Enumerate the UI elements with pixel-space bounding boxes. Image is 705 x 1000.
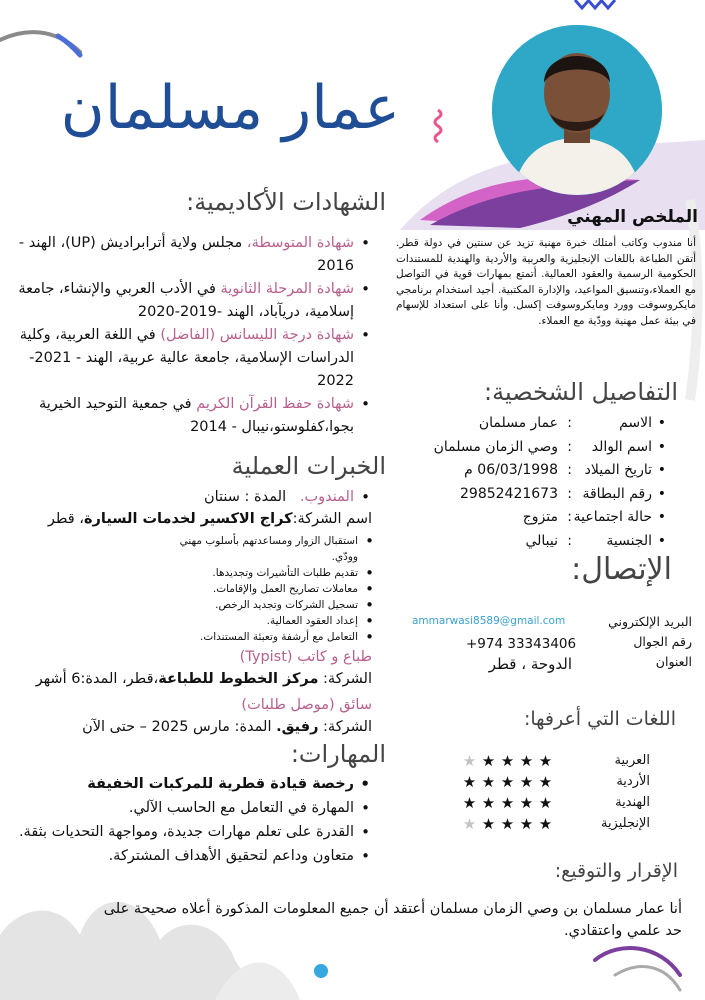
star-icon: ★: [538, 814, 553, 833]
rating-stars: [460, 815, 570, 833]
profile-photo: [492, 25, 662, 195]
academic-item: • شهادة المرحلة الثانوية في الأدب العربي والإنشاء، جامعة إسلامية، دريآباد، الهند -2019-2020: [10, 278, 354, 324]
candidate-name: عمار مسلمان: [60, 73, 400, 143]
job-1-duties: [150, 533, 370, 645]
star-icon: ★: [462, 772, 477, 791]
declaration-title: الإقرار والتوقيع:: [554, 860, 678, 882]
job-2-role: طباع و كاتب (Typist): [239, 649, 372, 665]
star-icon: ★: [519, 772, 534, 791]
phone-label: رقم الجوال: [633, 634, 692, 649]
job-1: [10, 486, 372, 530]
job-3-role: سائق (موصل طلبات): [241, 697, 372, 713]
star-icon: ★: [481, 814, 496, 833]
summary-text: أنا مندوب وكاتب أمتلك خبرة مهنية تزيد عن سنتين في دولة قطر. أتقن الطباعة باللغات الإنجليزية والعربية والأردية والهندية للمستندات الحكومية الرسمية والعقود العمالية. أتمتع بمهارات قوية في التواصل مع العملاء،وتنسيق المواعيد، والإدارة المكتبية. أجيد استخدام برنامجي مايكروسوفت وورد ومايكروسوفت إكسل. وأنا على استعداد للإسهام في بيئة عمل مهنية وودّية مع العملاء.: [396, 237, 696, 327]
duty-item: • تسجيل الشركات وتجديد الرخص.: [150, 597, 358, 613]
star-icon: ★: [462, 751, 477, 770]
job-1-company: اسم الشركة:كراج الاكسير لخدمات السيارة، قطر: [47, 511, 372, 527]
language-row: [460, 813, 650, 834]
star-icon: ★: [519, 751, 534, 770]
job-3-company: الشركة: رفيق. المدة: مارس 2025 – حتى الآن: [82, 719, 372, 735]
duty-item: • إعداد العقود العمالية.: [150, 613, 358, 629]
duty-item: • استقبال الزوار ومساعدتهم بأسلوب مهني وودّي.: [150, 533, 358, 565]
academic-list: [10, 232, 372, 439]
star-icon: ★: [481, 793, 496, 812]
skills-list: [8, 772, 372, 868]
star-icon: ★: [538, 751, 553, 770]
star-icon: ★: [481, 751, 496, 770]
email-link[interactable]: ammarwasi8589@gmail.com: [412, 615, 566, 627]
duty-item: • معاملات تصاريح العمل والإقامات.: [150, 581, 358, 597]
job-1-header: • المندوب. المدة : سنتان: [10, 486, 354, 508]
personal-details: [410, 412, 666, 553]
job-2: [10, 646, 372, 690]
language-name: الإنجليزية: [600, 816, 650, 831]
star-icon: ★: [462, 793, 477, 812]
rating-stars: [460, 794, 570, 812]
star-icon: ★: [500, 751, 515, 770]
personal-row: • الاسم : عمار مسلمان: [478, 415, 666, 431]
star-icon: ★: [538, 772, 553, 791]
star-icon: ★: [519, 793, 534, 812]
star-icon: ★: [462, 814, 477, 833]
academic-item: • شهادة درجة الليسانس (الفاضل) في اللغة العربية، وكلية الدراسات الإسلامية، جامعة عالية عربية، الهند - 2021-2022: [10, 324, 354, 393]
skill-item: • متعاون وداعم لتحقيق الأهداف المشتركة.: [8, 844, 354, 868]
personal-row: • حالة اجتماعية : متزوج: [522, 509, 666, 525]
skill-item: • القدرة على تعلم مهارات جديدة، ومواجهة التحديات بثقة.: [8, 820, 354, 844]
declaration-text: أنا عمار مسلمان بن وصي الزمان مسلمان أعتقد أن جميع المعلومات المذكورة أعلاه صحيحة على حد علمي واعتقادي.: [103, 901, 682, 939]
language-row: [460, 750, 650, 771]
duty-item: • تقديم طلبات التأشيرات وتجديدها.: [150, 565, 358, 581]
academic-item: • شهادة المتوسطة، مجلس ولاية أترابراديش (UP)، الهند - 2016: [10, 232, 354, 278]
person-avatar-icon: [492, 25, 662, 195]
language-name: العربية: [614, 753, 650, 768]
star-icon: ★: [500, 793, 515, 812]
academic-title: الشهادات الأكاديمية:: [186, 188, 386, 216]
email-label: البريد الإلكتروني: [608, 614, 692, 629]
personal-row: • الجنسية : نيبالي: [525, 532, 666, 549]
language-name: الهندية: [615, 795, 650, 810]
duty-item: • التعامل مع أرشفة وتعبئة المستندات.: [150, 629, 358, 645]
skill-item: • المهارة في التعامل مع الحاسب الآلي.: [8, 796, 354, 820]
address-label: العنوان: [655, 654, 692, 669]
skill-item: • رخصة قيادة قطرية للمركبات الخفيفة: [8, 772, 354, 796]
star-icon: ★: [500, 772, 515, 791]
address-value: الدوحة ، قطر: [488, 655, 572, 673]
rating-stars: [460, 752, 570, 770]
contact-title: الإتصال:: [571, 552, 672, 587]
personal-row: • تاريخ الميلاد : 06/03/1998 م: [464, 462, 666, 478]
phone-value: +974 33343406: [466, 636, 577, 652]
languages-title: اللغات التي أعرفها:: [523, 708, 676, 730]
star-icon: ★: [538, 793, 553, 812]
summary-title: الملخص المهني: [567, 207, 698, 227]
job-2-company: الشركة: مركز الخطوط للطباعة،قطر، المدة:6 أشهر: [35, 671, 372, 687]
languages-list: [460, 750, 650, 834]
star-icon: ★: [519, 814, 534, 833]
job-3: [10, 694, 372, 738]
language-name: الأردية: [616, 774, 650, 789]
personal-row: • رقم البطاقة : 29852421673: [460, 485, 666, 502]
contact-labels: [580, 612, 692, 672]
academic-item: • شهادة حفظ القرآن الكريم في جمعية التوحيد الخيرية بجوا،كفلوستو،نيبال - 2014: [10, 393, 354, 439]
skills-title: المهارات:: [290, 740, 386, 768]
star-icon: ★: [481, 772, 496, 791]
language-row: [460, 771, 650, 792]
personal-row: • اسم الوالد : وصي الزمان مسلمان: [433, 438, 666, 455]
star-icon: ★: [500, 814, 515, 833]
experience-title: الخبرات العملية: [231, 452, 386, 480]
personal-title: التفاصيل الشخصية:: [484, 378, 678, 406]
language-row: [460, 792, 650, 813]
rating-stars: [460, 773, 570, 791]
